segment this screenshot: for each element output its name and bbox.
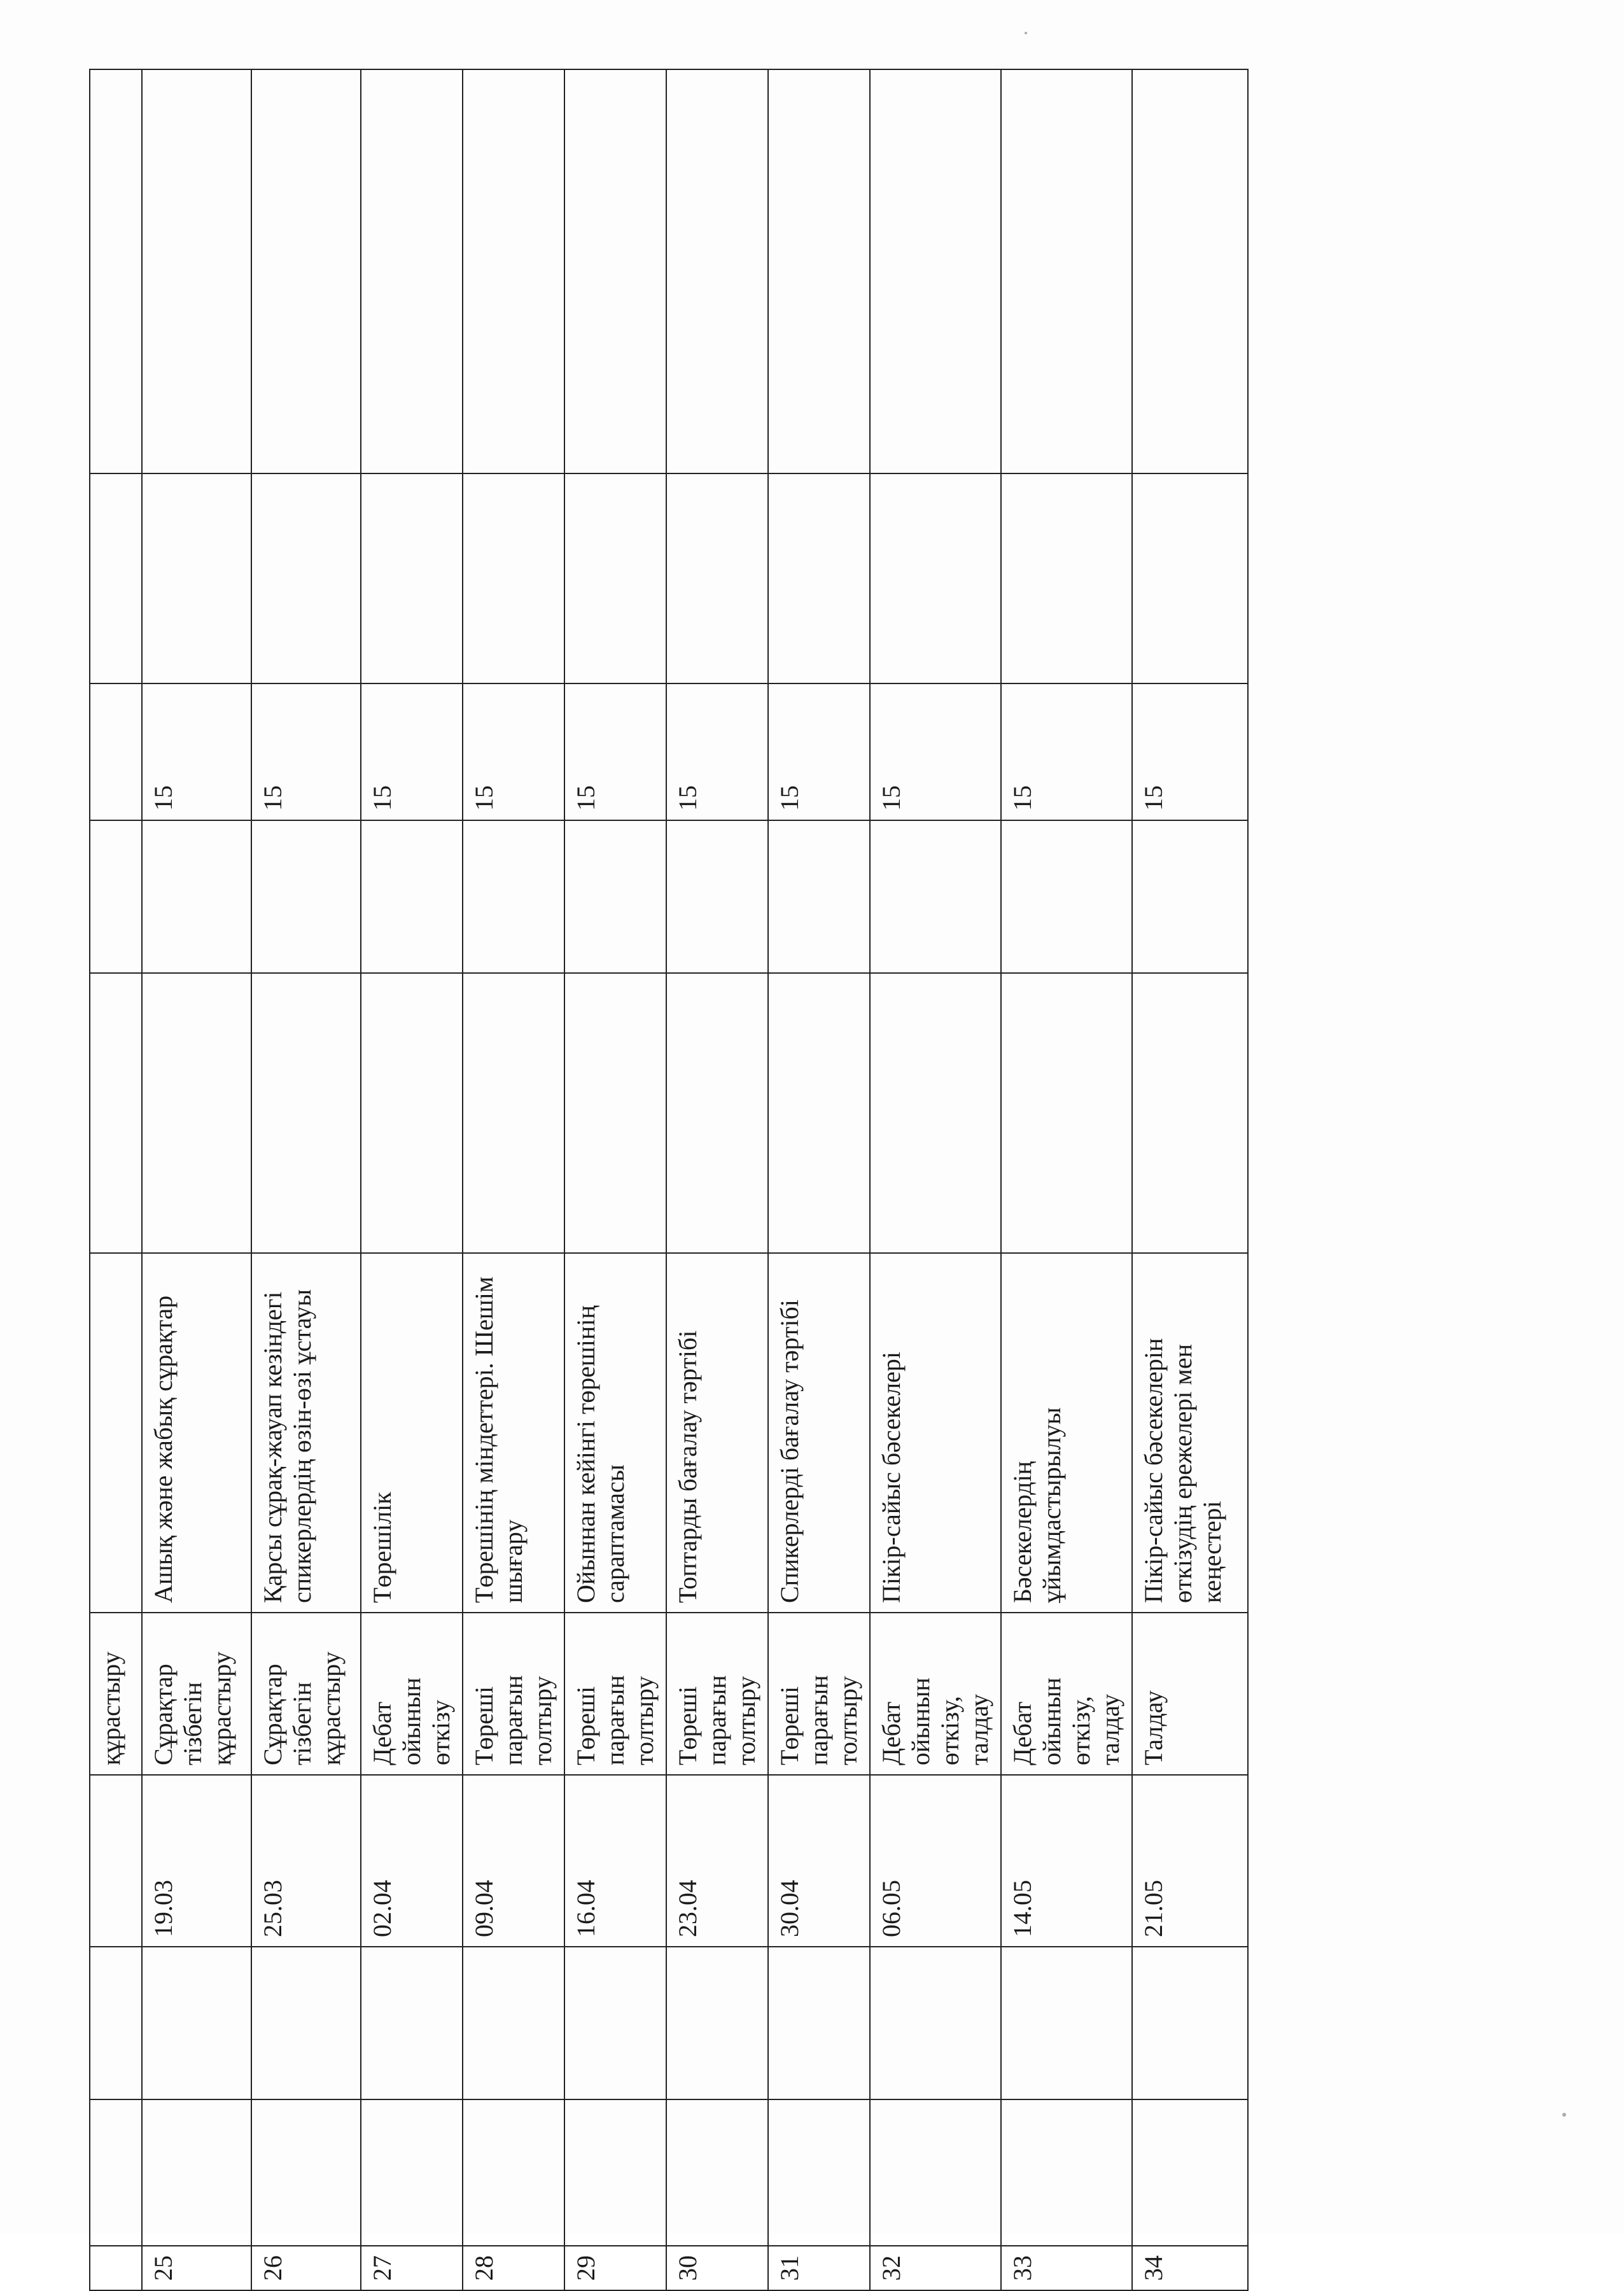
empty-cell: [463, 820, 564, 973]
empty-cell: [1132, 973, 1248, 1253]
empty-cell: [768, 473, 870, 683]
empty-cell: [564, 1947, 666, 2099]
hours-cell: 15: [1132, 683, 1248, 820]
topic-cell: Топтарды бағалау тәртібі: [666, 1253, 768, 1613]
empty-cell: [361, 820, 463, 973]
empty-cell: [463, 473, 564, 683]
empty-cell: [361, 973, 463, 1253]
empty-cell: [666, 820, 768, 973]
empty-cell: [1001, 820, 1132, 973]
table-row: [463, 69, 564, 2290]
date-cell: 25.03: [251, 1775, 361, 1947]
lesson-number-cell: 30: [666, 2246, 768, 2290]
topic-cell: Ашық және жабық сұрақтар: [142, 1253, 251, 1613]
hours-cell: 15: [251, 683, 361, 820]
activity-form-cell: Дебат ойынын өткізу, талдау: [870, 1613, 1001, 1775]
table-row: [1001, 69, 1132, 2290]
empty-cell: [666, 69, 768, 473]
date-cell: 02.04: [361, 1775, 463, 1947]
empty-cell: [870, 1947, 1001, 2099]
hours-cell: 15: [142, 683, 251, 820]
activity-form-cell: Төреші парағын толтыру: [666, 1613, 768, 1775]
topic-cell: Спикерлерді бағалау тәртібі: [768, 1253, 870, 1613]
empty-cell: [251, 1947, 361, 2099]
topic-cell: Қарсы сұрақ-жауап кезіндегі спикерлердің өзін-өзі ұстауы: [251, 1253, 361, 1613]
table-body: [90, 69, 1248, 2290]
empty-cell: [361, 1947, 463, 2099]
hours-cell: 15: [463, 683, 564, 820]
activity-form-cell: Сұрақтар тізбегін құрастыру: [142, 1613, 251, 1775]
empty-cell: [1132, 2099, 1248, 2246]
activity-form-cell: Сұрақтар тізбегін құрастыру: [251, 1613, 361, 1775]
table-row: [564, 69, 666, 2290]
header-cell: [90, 1775, 142, 1947]
empty-cell: [564, 2099, 666, 2246]
hours-cell: 15: [666, 683, 768, 820]
hours-cell: 15: [768, 683, 870, 820]
header-cell: [90, 2246, 142, 2290]
header-cell: [90, 820, 142, 973]
topic-cell: Төрешінің міндеттері. Шешім шығару: [463, 1253, 564, 1613]
empty-cell: [463, 2099, 564, 2246]
scan-speck: [1025, 32, 1027, 34]
table-row: [666, 69, 768, 2290]
date-cell: 23.04: [666, 1775, 768, 1947]
empty-cell: [768, 820, 870, 973]
date-cell: 30.04: [768, 1775, 870, 1947]
lesson-number-cell: 34: [1132, 2246, 1248, 2290]
empty-cell: [564, 973, 666, 1253]
date-cell: 14.05: [1001, 1775, 1132, 1947]
date-cell: 06.05: [870, 1775, 1001, 1947]
lesson-plan-table: [89, 69, 1249, 2291]
activity-form-cell: Төреші парағын толтыру: [768, 1613, 870, 1775]
empty-cell: [870, 473, 1001, 683]
empty-cell: [361, 69, 463, 473]
table-row: [361, 69, 463, 2290]
empty-cell: [361, 2099, 463, 2246]
activity-form-cell: Төреші парағын толтыру: [463, 1613, 564, 1775]
hours-cell: 15: [1001, 683, 1132, 820]
empty-cell: [666, 973, 768, 1253]
header-cell: [90, 2099, 142, 2246]
header-cell: [90, 683, 142, 820]
activity-form-cell: Дебат ойынын өткізу: [361, 1613, 463, 1775]
empty-cell: [1001, 2099, 1132, 2246]
date-cell: 09.04: [463, 1775, 564, 1947]
activity-form-cell: Дебат ойынын өткізу, талдау: [1001, 1613, 1132, 1775]
empty-cell: [564, 820, 666, 973]
empty-cell: [1001, 1947, 1132, 2099]
lesson-number-cell: 32: [870, 2246, 1001, 2290]
empty-cell: [251, 820, 361, 973]
empty-cell: [870, 973, 1001, 1253]
topic-cell: Ойыннан кейінгі төрешінің сараптамасы: [564, 1253, 666, 1613]
empty-cell: [463, 1947, 564, 2099]
header-cell: [90, 69, 142, 473]
empty-cell: [1001, 69, 1132, 473]
empty-cell: [142, 2099, 251, 2246]
activity-form-cell: Талдау: [1132, 1613, 1248, 1775]
lesson-number-cell: 33: [1001, 2246, 1132, 2290]
empty-cell: [251, 2099, 361, 2246]
lesson-number-cell: 25: [142, 2246, 251, 2290]
table-row: [870, 69, 1001, 2290]
empty-cell: [666, 1947, 768, 2099]
lesson-number-cell: 28: [463, 2246, 564, 2290]
date-cell: 21.05: [1132, 1775, 1248, 1947]
header-cell: [90, 1253, 142, 1613]
empty-cell: [870, 2099, 1001, 2246]
empty-cell: [1132, 473, 1248, 683]
header-cell: құрастыру: [90, 1613, 142, 1775]
empty-cell: [870, 69, 1001, 473]
table-row: [1132, 69, 1248, 2290]
empty-cell: [251, 473, 361, 683]
empty-cell: [666, 473, 768, 683]
empty-cell: [251, 973, 361, 1253]
date-cell: 19.03: [142, 1775, 251, 1947]
empty-cell: [142, 69, 251, 473]
empty-cell: [463, 69, 564, 473]
header-cell: [90, 473, 142, 683]
lesson-number-cell: 29: [564, 2246, 666, 2290]
empty-cell: [251, 69, 361, 473]
empty-cell: [666, 2099, 768, 2246]
lesson-number-cell: 26: [251, 2246, 361, 2290]
lesson-plan-table-sheet: [89, 70, 1226, 2291]
lesson-number-cell: 31: [768, 2246, 870, 2290]
empty-cell: [142, 820, 251, 973]
header-cell: [90, 973, 142, 1253]
topic-cell: Пікір-сайыс бәсекелерін өткізудің ережелері мен кеңестері: [1132, 1253, 1248, 1613]
empty-cell: [463, 973, 564, 1253]
scan-speck: [1562, 2113, 1566, 2117]
empty-cell: [1132, 69, 1248, 473]
empty-cell: [1001, 473, 1132, 683]
empty-cell: [142, 973, 251, 1253]
table-row: [251, 69, 361, 2290]
lesson-number-cell: 27: [361, 2246, 463, 2290]
empty-cell: [768, 973, 870, 1253]
empty-cell: [768, 2099, 870, 2246]
topic-cell: Төрешілік: [361, 1253, 463, 1613]
empty-cell: [1132, 1947, 1248, 2099]
empty-cell: [564, 69, 666, 473]
empty-cell: [1001, 973, 1132, 1253]
empty-cell: [768, 69, 870, 473]
table-row: [142, 69, 251, 2290]
table-row-continuation: [90, 69, 142, 2290]
empty-cell: [768, 1947, 870, 2099]
activity-form-cell: Төреші парағын толтыру: [564, 1613, 666, 1775]
hours-cell: 15: [870, 683, 1001, 820]
topic-cell: Пікір-сайыс бәсекелері: [870, 1253, 1001, 1613]
empty-cell: [1132, 820, 1248, 973]
date-cell: 16.04: [564, 1775, 666, 1947]
topic-cell: Бәсекелердің ұйымдастырылуы: [1001, 1253, 1132, 1613]
hours-cell: 15: [564, 683, 666, 820]
hours-cell: 15: [361, 683, 463, 820]
empty-cell: [142, 1947, 251, 2099]
empty-cell: [142, 473, 251, 683]
empty-cell: [361, 473, 463, 683]
empty-cell: [870, 820, 1001, 973]
header-cell: [90, 1947, 142, 2099]
empty-cell: [564, 473, 666, 683]
table-row: [768, 69, 870, 2290]
